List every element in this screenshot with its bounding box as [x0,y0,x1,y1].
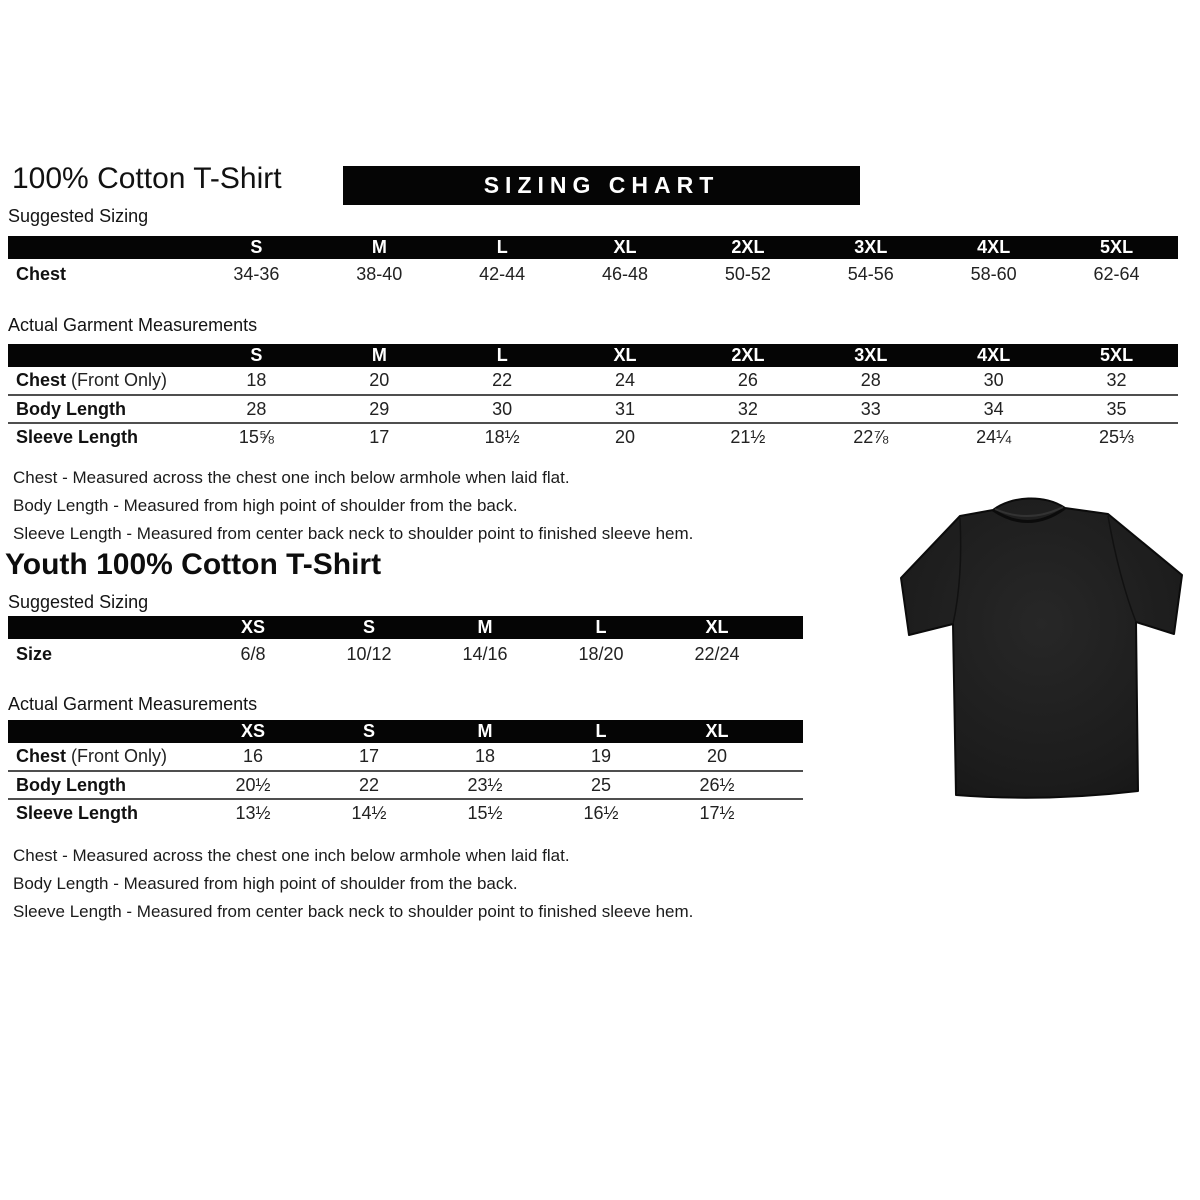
size-column-header: M [427,616,543,639]
size-column-header: M [427,720,543,743]
sizing-chart-banner-text: SIZING CHART [483,172,720,198]
size-column-header: M [318,344,441,367]
youth-suggested-sizing-heading: Suggested Sizing [8,592,149,612]
adult-actual-measurements-table [8,344,1178,451]
size-column-header: L [441,236,564,259]
size-value-cell: 6/8 [240,643,266,664]
size-column-header: XL [659,616,775,639]
size-column-header: S [311,616,427,639]
row-label: Body Length [16,774,126,795]
size-value-cell: 30 [983,370,1004,390]
size-value-cell: 35 [1106,398,1127,419]
size-value-cell: 13½ [235,803,271,823]
header-spacer-cell [775,720,803,743]
size-value-cell: 26½ [699,774,735,795]
youth-actual-measurements-table [8,720,803,827]
size-column-header: 2XL [687,236,810,259]
measurement-row [8,423,1178,451]
size-value-cell: 17 [358,746,380,766]
size-value-cell: 24 [615,370,636,390]
size-value-cell: 54-56 [847,263,894,284]
black-tshirt-photo [893,488,1190,806]
row-label: Size [16,643,53,664]
size-value-cell: 30 [492,398,513,419]
size-header-row [8,616,803,639]
size-value-cell: 25⅓ [1099,427,1135,447]
size-value-cell: 16½ [583,803,619,823]
measurement-row [8,799,803,827]
size-column-header: XS [195,616,311,639]
note-line: Chest - Measured across the chest one inch below armhole when laid flat. [13,846,570,865]
size-column-header: S [311,720,427,743]
measurement-row [8,639,803,669]
size-value-cell: 42-44 [479,263,526,284]
size-value-cell: 15⅝ [238,427,274,447]
size-value-cell: 18 [474,746,496,766]
size-column-header: XL [564,344,687,367]
table-corner-cell [8,344,195,367]
size-column-header: L [543,616,659,639]
size-value-cell: 46-48 [602,263,649,284]
youth-measurement-notes [13,842,693,926]
size-value-cell: 50-52 [724,263,771,284]
size-column-header: 3XL [809,344,932,367]
size-value-cell: 20 [369,370,390,390]
measurement-row [8,259,1178,289]
size-value-cell: 22 [358,774,380,795]
youth-actual-measurements-heading: Actual Garment Measurements [8,694,258,714]
size-value-cell: 18½ [484,427,520,447]
size-column-header: S [195,344,318,367]
size-column-header: 4XL [932,344,1055,367]
size-column-header: 2XL [687,344,810,367]
measurement-row [8,395,1178,423]
measurement-row [8,771,803,799]
size-column-header: M [318,236,441,259]
note-line: Chest - Measured across the chest one inch below armhole when laid flat. [13,468,570,487]
row-spacer-cell [775,771,803,799]
page-title: 100% Cotton T-Shirt [12,162,282,195]
size-value-cell: 33 [860,398,881,419]
note-line: Sleeve Length - Measured from center back neck to shoulder point to finished sleeve hem. [13,524,694,543]
size-column-header: 4XL [932,236,1055,259]
size-value-cell: 23½ [467,774,503,795]
size-value-cell: 62-64 [1093,263,1140,284]
size-column-header: S [195,236,318,259]
size-value-cell: 26 [737,370,758,390]
row-label: Chest (Front Only) [16,370,168,390]
size-value-cell: 15½ [467,803,503,823]
row-label: Sleeve Length [16,803,139,823]
size-header-row [8,236,1178,259]
adult-suggested-sizing-heading: Suggested Sizing [8,206,149,226]
size-value-cell: 22/24 [694,643,740,664]
header-spacer-cell [775,616,803,639]
size-column-header: 5XL [1055,236,1178,259]
note-line: Sleeve Length - Measured from center back neck to shoulder point to finished sleeve hem. [13,902,694,921]
size-value-cell: 10/12 [346,643,392,664]
size-column-header: 3XL [809,236,932,259]
youth-suggested-sizing-table [8,616,803,669]
adult-suggested-sizing-table [8,236,1178,289]
size-value-cell: 18 [246,370,267,390]
size-header-row [8,344,1178,367]
size-column-header: XL [659,720,775,743]
row-label: Chest (Front Only) [16,746,168,766]
adult-measurement-notes [13,464,693,548]
row-spacer-cell [775,799,803,827]
size-value-cell: 20 [706,746,728,766]
youth-page-title: Youth 100% Cotton T-Shirt [5,548,382,581]
row-label: Chest [16,263,67,284]
size-value-cell: 58-60 [970,263,1017,284]
measurement-row [8,743,803,771]
size-value-cell: 20½ [235,774,271,795]
row-label: Sleeve Length [16,427,139,447]
tshirt-illustration [893,488,1190,806]
size-value-cell: 14/16 [462,643,508,664]
size-column-header: 5XL [1055,344,1178,367]
size-value-cell: 34 [983,398,1004,419]
tshirt-body [901,498,1182,797]
size-value-cell: 28 [860,370,881,390]
row-spacer-cell [775,743,803,771]
size-value-cell: 16 [242,746,264,766]
table-corner-cell [8,720,195,743]
size-value-cell: 32 [1106,370,1127,390]
size-value-cell: 20 [615,427,636,447]
size-value-cell: 24¼ [976,427,1012,447]
size-value-cell: 22 [492,370,513,390]
size-header-row [8,720,803,743]
note-line: Body Length - Measured from high point of shoulder from the back. [13,874,518,893]
table-corner-cell [8,616,195,639]
size-value-cell: 31 [615,398,636,419]
size-value-cell: 17½ [699,803,735,823]
row-label: Body Length [16,398,126,419]
size-value-cell: 34-36 [233,263,280,284]
table-corner-cell [8,236,195,259]
size-value-cell: 32 [737,398,758,419]
size-value-cell: 19 [590,746,612,766]
size-value-cell: 28 [246,398,267,419]
row-spacer-cell [775,639,803,669]
size-value-cell: 25 [590,774,612,795]
size-value-cell: 21½ [730,427,766,447]
measurement-row [8,367,1178,395]
size-value-cell: 18/20 [578,643,624,664]
size-value-cell: 17 [369,427,390,447]
size-value-cell: 22⅞ [853,427,889,447]
size-value-cell: 14½ [351,803,387,823]
size-value-cell: 38-40 [356,263,403,284]
sizing-chart-banner [343,166,860,205]
size-column-header: L [441,344,564,367]
size-value-cell: 29 [369,398,390,419]
size-column-header: L [543,720,659,743]
note-line: Body Length - Measured from high point of shoulder from the back. [13,496,518,515]
size-column-header: XS [195,720,311,743]
adult-actual-measurements-heading: Actual Garment Measurements [8,315,258,335]
size-column-header: XL [564,236,687,259]
